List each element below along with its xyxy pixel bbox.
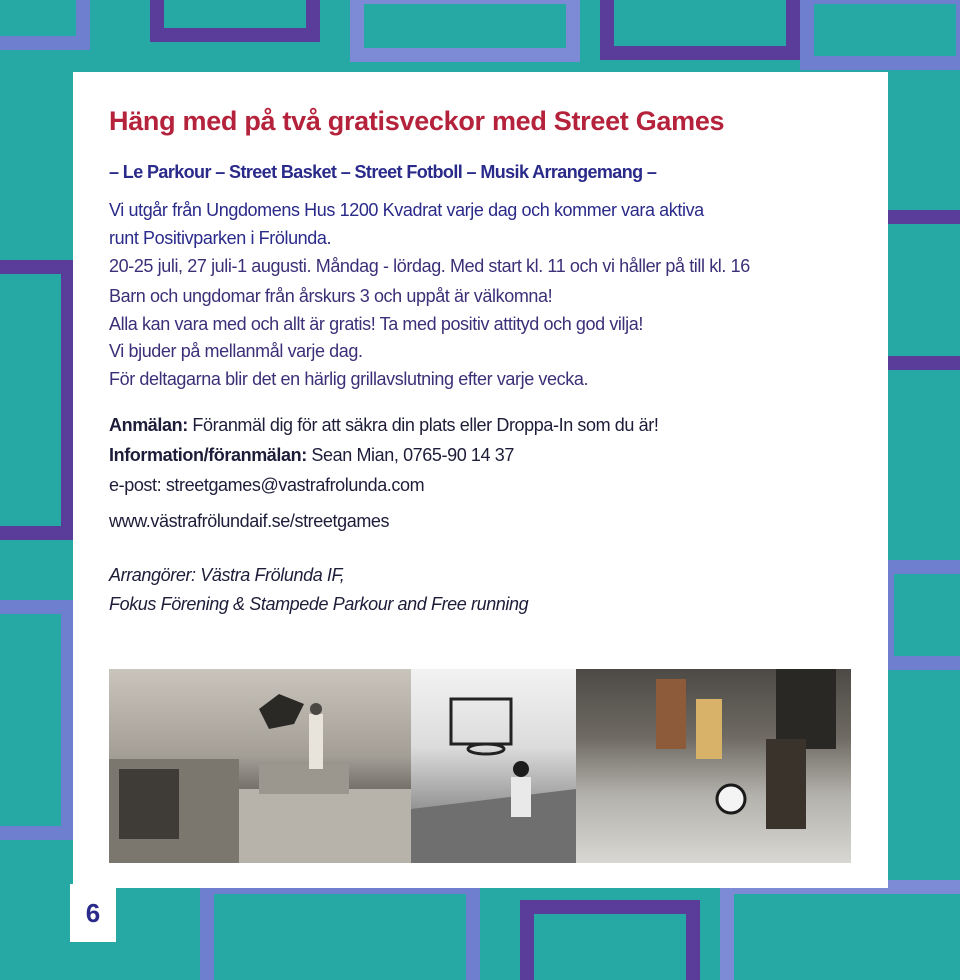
info-line: För deltagarna blir det en härlig grillavslutning efter varje vecka.: [109, 369, 589, 389]
contact-text: Sean Mian, 0765-90 14 37: [306, 445, 514, 465]
signup-line: [109, 415, 658, 436]
signup-label: Anmälan:: [109, 415, 188, 435]
activities-subtitle: – Le Parkour – Street Basket – Street Fotboll – Musik Arrangemang –: [109, 162, 657, 182]
contact-label: Information/föranmälan:: [109, 445, 307, 465]
football-illustration: [576, 669, 851, 863]
decor-square: [0, 260, 75, 540]
intro-line-2: runt Positivparken i Frölunda.: [109, 228, 332, 248]
basketball-illustration: [411, 669, 576, 863]
decor-square: [350, 0, 580, 62]
organizers-line-2: Fokus Förening & Stampede Parkour and Free running: [109, 594, 529, 614]
parkour-illustration: [109, 669, 411, 863]
website-link[interactable]: www.västrafrölundaif.se/streetgames: [109, 511, 390, 531]
page-title: Häng med på två gratisveckor med Street Games: [109, 106, 725, 136]
info-line: Alla kan vara med och allt är gratis! Ta med positiv attityd och god vilja!: [109, 314, 643, 334]
photo-strip: [109, 669, 851, 863]
content-panel: [73, 72, 888, 888]
parkour-photo: [109, 669, 411, 863]
decor-square: [720, 880, 960, 980]
decor-square: [0, 600, 75, 840]
signup-text: Föranmäl dig för att säkra din plats eller Droppa-In som du är!: [187, 415, 659, 435]
decor-square: [200, 880, 480, 980]
decor-square: [880, 560, 960, 670]
page-number: 6: [70, 884, 116, 942]
info-line: Barn och ungdomar från årskurs 3 och uppåt är välkomna!: [109, 286, 553, 306]
basketball-photo: [411, 669, 576, 863]
decor-square: [150, 0, 320, 42]
organizers-line-1: Arrangörer: Västra Frölunda IF,: [109, 565, 345, 585]
info-line: Vi bjuder på mellanmål varje dag.: [109, 341, 363, 361]
football-photo: [576, 669, 851, 863]
schedule-line: 20-25 juli, 27 juli-1 augusti. Måndag - lördag. Med start kl. 11 och vi håller på till kl. 16: [109, 256, 750, 276]
contact-line: [109, 445, 514, 466]
intro-line-1: Vi utgår från Ungdomens Hus 1200 Kvadrat varje dag och kommer vara aktiva: [109, 200, 704, 220]
decor-square: [0, 0, 90, 50]
decor-square: [600, 0, 800, 60]
decor-square: [520, 900, 700, 980]
decor-square: [800, 0, 960, 70]
email-line[interactable]: e-post: streetgames@vastrafrolunda.com: [109, 475, 425, 495]
